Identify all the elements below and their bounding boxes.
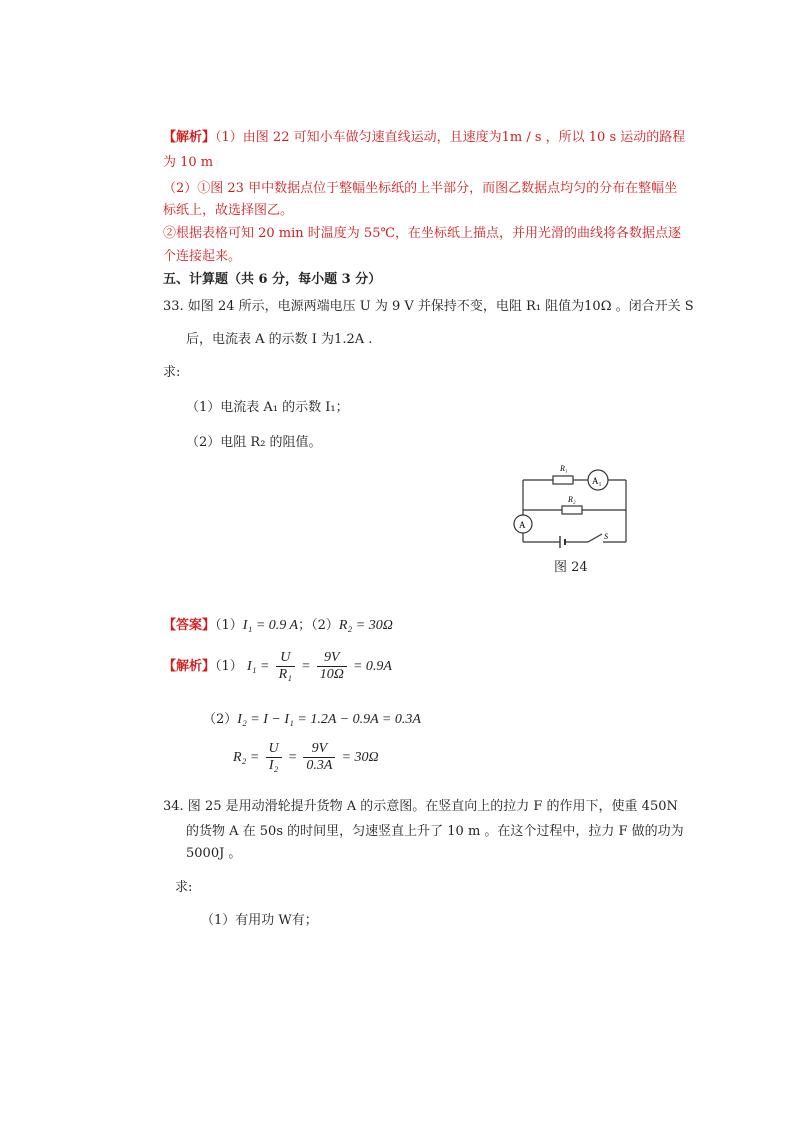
r2-fraction-1 [266, 741, 282, 774]
i2-line: I₂ = I − I₁ = 1.2A − 0.9A = 0.3A [237, 712, 421, 727]
solution-part-1: （1） [215, 659, 243, 674]
analysis-1-line-3: （2）①图 23 甲中数据点位于整幅坐标纸的上半部分，而图乙数据点均匀的分布在整幅坐 [163, 181, 678, 196]
r2-fraction-2 [303, 741, 335, 774]
solution-33-r2 [233, 741, 379, 774]
solution-part-2: （2） [203, 712, 238, 727]
r1-resistor [553, 476, 573, 484]
answer-r2: R₂ = 30Ω [338, 618, 393, 633]
r2-num: U [266, 741, 282, 758]
r2-den: I₂ [268, 758, 279, 773]
q33-line-2: 后，电流表 A 的示数 I 为1.2A . [186, 332, 373, 347]
s-label: S [604, 532, 608, 541]
a1-label: A₁ [592, 476, 602, 486]
q34-ask: 求: [175, 880, 193, 895]
r2-label: R₂ [568, 495, 576, 504]
q33-ask: 求: [163, 365, 181, 380]
answer-separator: ；（2） [298, 618, 339, 633]
analysis-1-line-6: 个连接起来。 [163, 249, 242, 264]
switch-s [588, 534, 602, 542]
analysis-label: 【解析】 [163, 130, 216, 145]
i1-fraction-1 [276, 650, 295, 683]
i1-result: = 0.9A [352, 659, 392, 674]
i1-lhs: I₁ = [246, 659, 270, 674]
r2-lhs: R₂ = [233, 750, 260, 765]
r2-den-2: 0.3A [306, 758, 333, 773]
figure-24-caption: 图 24 [554, 560, 588, 575]
answer-part-1: （1） [215, 618, 243, 633]
q33-line-1: 33. 如图 24 所示，电源两端电压 U 为 9 V 并保持不变，电阻 R₁ 阻值为10Ω 。闭合开关 S [163, 299, 694, 314]
analysis-1-line-1 [163, 126, 685, 145]
i1-num: U [276, 650, 295, 667]
analysis-1-text-1: （1）由图 22 可知小车做匀速直线运动，且速度为1m / s ，所以 10 s 运动的路程 [215, 130, 686, 145]
answer-label: 【答案】 [163, 618, 216, 633]
q33-sub-2: （2）电阻 R₂ 的阻值。 [186, 435, 322, 450]
solution-33-i2 [203, 708, 421, 728]
r2-resistor [562, 506, 582, 514]
i1-num-2: 9V [317, 650, 347, 667]
q33-sub-1: （1）电流表 A₁ 的示数 I₁； [186, 400, 349, 415]
analysis-1-line-4: 标纸上，故选择图乙。 [163, 203, 294, 218]
i1-fraction-2 [317, 650, 347, 683]
q34-sub-1: （1）有用功 W有； [201, 913, 318, 928]
r1-label: R₁ [560, 464, 568, 473]
answer-i1: I₁ = 0.9 A [242, 618, 299, 633]
a-label: A [519, 520, 526, 530]
i1-den: R₁ [278, 667, 292, 682]
analysis-1-line-5: ②根据表格可知 20 min 时温度为 55℃，在坐标纸上描点，并用光滑的曲线将各数据点逐 [163, 226, 682, 241]
r2-num-2: 9V [303, 741, 335, 758]
q34-line-1: 34. 图 25 是用动滑轮提升货物 A 的示意图。在竖直向上的拉力 F 的作用下，使重 450N [163, 799, 678, 814]
eq-sign: = [301, 659, 311, 674]
section-title: 五、计算题（共 6 分，每小题 3 分） [163, 272, 382, 287]
q34-line-2: 的货物 A 在 50s 的时间里，匀速竖直上升了 10 m 。在这个过程中，拉力 F 做的功为 [186, 824, 684, 839]
r2-result: = 30Ω [341, 750, 379, 765]
eq-sign-2: = [287, 750, 298, 765]
i1-den-2: 10Ω [319, 667, 344, 682]
q34-line-3: 5000J 。 [186, 846, 242, 861]
answer-33 [163, 614, 393, 634]
solution-33-i1 [163, 650, 392, 683]
analysis-1-line-2: 为 10 m [163, 155, 214, 170]
solution-label: 【解析】 [163, 659, 216, 674]
